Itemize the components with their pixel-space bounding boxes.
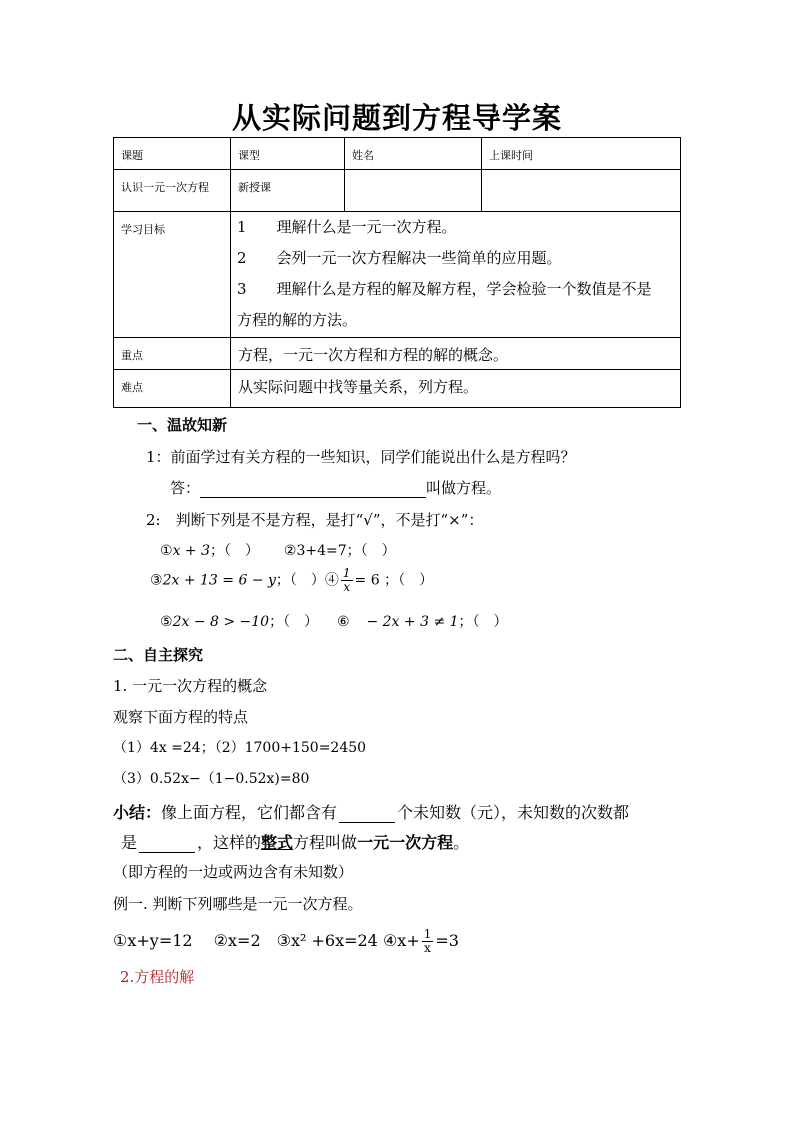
table-header-row — [114, 138, 681, 170]
fraction-denominator: x — [424, 941, 431, 955]
header-topic: 课题 — [121, 149, 143, 162]
item-number: ③ — [150, 572, 163, 589]
fraction-numerator: 1 — [342, 566, 351, 580]
summary-text: 是 — [121, 833, 138, 852]
summary-note: （即方程的一边或两边含有未知数） — [113, 863, 354, 881]
table-row — [114, 212, 681, 338]
summary-text: 个未知数（元），未知数的次数都 — [397, 803, 630, 822]
fraction-denominator: x — [343, 580, 351, 594]
table-row — [114, 338, 681, 370]
goal-item: 1 理解什么是一元一次方程。 — [237, 218, 457, 236]
header-cell — [114, 138, 231, 170]
judge-row-2 — [150, 567, 433, 594]
equation-line-1: （1）4x =24；（2）1700+150=2450 — [113, 740, 367, 756]
item-answer-slot[interactable]: ；（ ） — [458, 614, 508, 630]
key-label: 重点 — [121, 349, 143, 362]
item-answer-slot[interactable]: ；（ ）④ — [275, 572, 339, 589]
header-class-time: 上课时间 — [489, 149, 533, 162]
example-items — [113, 928, 459, 955]
header-name: 姓名 — [352, 149, 374, 162]
header-lesson-type: 课型 — [238, 149, 260, 162]
item-expression[interactable]: ②3+4=7；（ ） — [283, 543, 396, 559]
fraction-numerator: 1 — [423, 927, 432, 941]
summary-emphasis: 整式 — [261, 833, 294, 852]
item-answer-slot[interactable]: ；（ ） — [210, 543, 259, 559]
question-1: 1：前面学过有关方程的一些知识，同学们能说出什么是方程吗？ — [146, 448, 576, 466]
section1-heading: 一、温故知新 — [137, 416, 228, 434]
class-time-field[interactable] — [482, 170, 681, 212]
goal-item: 2 会列一元一次方程解决一些简单的应用题。 — [237, 249, 562, 267]
table-cell — [114, 212, 231, 338]
key-text: 方程，一元一次方程和方程的解的概念。 — [238, 346, 509, 364]
question-2: 2: 判断下列是不是方程，是打“√”，不是打“×”： — [146, 511, 484, 529]
header-cell — [345, 138, 482, 170]
fraction — [341, 567, 353, 594]
item-number: ① — [160, 543, 173, 559]
table-row — [114, 370, 681, 408]
goal-item: 3 理解什么是方程的解及解方程，学会检验一个数值是不是 — [237, 280, 652, 298]
summary-text: 像上面方程，它们都含有 — [161, 803, 338, 822]
header-cell — [231, 138, 345, 170]
item-number: ⑥ — [337, 614, 350, 630]
table-cell — [114, 338, 231, 370]
goals-cell — [231, 212, 681, 338]
answer-prefix: 答： — [170, 479, 201, 497]
item-answer-slot[interactable]: = 6 ；（ ） — [354, 572, 434, 589]
unknown-count-blank[interactable] — [339, 803, 395, 823]
goal-item: 方程的解的方法。 — [237, 311, 358, 329]
goals-label: 学习目标 — [121, 223, 165, 236]
info-table — [113, 137, 681, 408]
table-cell — [114, 370, 231, 408]
difficult-text: 从实际问题中找等量关系，列方程。 — [238, 378, 479, 396]
header-cell — [482, 138, 681, 170]
observe-text: 观察下面方程的特点 — [113, 708, 249, 726]
lesson-type-value: 新授课 — [238, 181, 271, 194]
summary-line-1 — [113, 800, 629, 823]
judge-row-1 — [160, 540, 396, 560]
table-cell — [231, 170, 345, 212]
table-row — [114, 170, 681, 212]
item-expression: 2x − 8 > −10 — [172, 614, 270, 630]
difficult-label: 难点 — [121, 381, 143, 394]
item-answer-slot[interactable]: ；（ ） — [269, 614, 319, 630]
summary-label: 小结： — [113, 803, 162, 822]
summary-line-2 — [121, 830, 469, 853]
answer-suffix: 叫做方程。 — [426, 479, 502, 497]
item-number: ⑤ — [160, 614, 173, 630]
answer-line — [170, 477, 501, 498]
equation-line-3: （3）0.52x−（1−0.52x)=80 — [113, 771, 310, 787]
fraction — [422, 928, 434, 955]
degree-blank[interactable] — [139, 833, 195, 853]
page-title: 从实际问题到方程导学案 — [231, 101, 562, 135]
example-1: 例一. 判断下列哪些是一元一次方程。 — [113, 895, 363, 913]
answer-blank[interactable] — [200, 479, 426, 498]
item-expression: − 2x + 3 ≠ 1 — [366, 614, 459, 630]
summary-emphasis: 一元一次方程 — [357, 833, 454, 852]
example-expressions: ①x+y=12 ②x=2 ③x² +6x=24 ④x+ — [113, 931, 420, 950]
topic-value: 认识一元一次方程 — [121, 181, 209, 194]
table-cell — [114, 170, 231, 212]
summary-text: 方程叫做 — [293, 833, 358, 852]
item-expression: x + 3 — [172, 543, 210, 559]
section2-heading: 二、自主探究 — [113, 646, 204, 664]
table-cell — [231, 338, 681, 370]
item-expression: 2x + 13 = 6 − y — [162, 572, 276, 589]
summary-text: 。 — [453, 833, 470, 852]
table-cell — [231, 370, 681, 408]
name-field[interactable] — [345, 170, 482, 212]
example-expressions: =3 — [435, 931, 459, 950]
summary-text: ，这样的 — [197, 833, 262, 852]
subsection-1: 1. 一元一次方程的概念 — [113, 677, 268, 695]
subsection-2: 2.方程的解 — [120, 968, 195, 986]
judge-row-3 — [160, 611, 508, 631]
